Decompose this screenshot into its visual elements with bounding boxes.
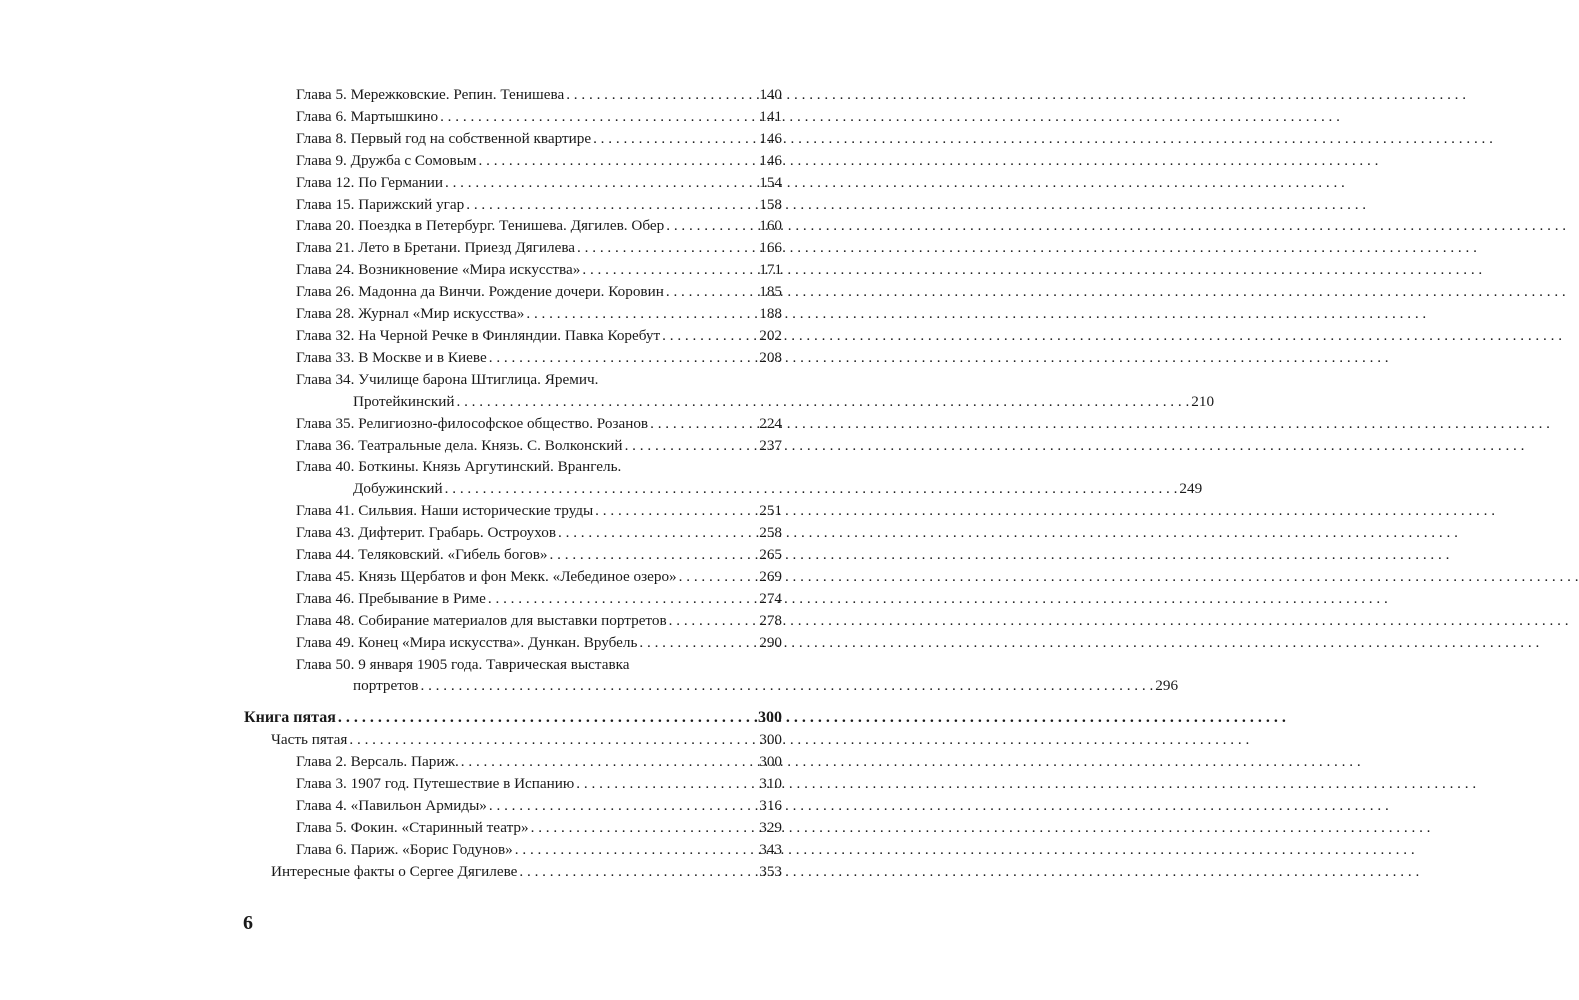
toc-entry-title: Глава 9. Дружба с Сомовым	[296, 151, 477, 169]
toc-entry-page: 158	[759, 195, 782, 213]
toc-entry-page: 278	[759, 611, 782, 629]
toc-entry-page: 316	[759, 797, 782, 814]
toc-entry-page: 290	[759, 633, 782, 651]
toc-entry-title: Глава 46. Пребывание в Риме	[296, 589, 486, 607]
dot-leader	[489, 347, 757, 369]
dot-leader	[666, 215, 757, 237]
dot-leader	[515, 839, 757, 861]
dot-leader	[461, 751, 757, 773]
toc-entry-title: Глава 5. Фокин. «Старинный театр»	[296, 818, 529, 836]
toc-entry-page: 251	[759, 502, 782, 520]
dot-leader	[650, 413, 757, 435]
toc-entry	[244, 237, 782, 259]
toc-entry-page: 249	[1179, 480, 1203, 498]
toc-entry-title: Глава 45. Князь Щербатов и фон Мекк. «Лебединое озеро»	[296, 567, 677, 585]
dot-leader	[338, 707, 756, 729]
dot-leader	[662, 325, 757, 347]
toc-entry	[244, 106, 782, 128]
toc-entry-page: 329	[759, 818, 782, 836]
toc-entry-page: 160	[759, 217, 782, 235]
toc-entry-title: Глава 44. Теляковский. «Гибель богов»	[296, 546, 548, 564]
toc-entry	[244, 215, 782, 237]
toc-entry	[244, 303, 782, 325]
toc-entry-title: Глава 3. 1907 год. Путешествие в Испанию	[296, 775, 575, 793]
toc-entry-title: Глава 5. Мережковские. Репин. Тенишева	[296, 86, 565, 103]
toc-entry	[244, 610, 782, 632]
dot-leader	[519, 861, 757, 883]
toc-entry-page: 296	[1155, 677, 1179, 695]
dot-leader	[577, 237, 757, 259]
dot-leader	[445, 172, 757, 194]
toc-entry-page: 274	[759, 589, 782, 607]
toc-entry	[244, 84, 782, 106]
toc-entry	[244, 522, 782, 544]
toc-entry-title-line1: Глава 40. Боткины. Князь Аргутинский. Врангель.	[296, 458, 622, 476]
dot-leader	[440, 106, 757, 128]
toc-entry-title: Глава 6. Париж. «Борис Годунов»	[296, 840, 513, 858]
dot-leader	[669, 610, 758, 632]
dot-leader	[625, 435, 758, 457]
dot-leader	[595, 500, 757, 522]
toc-entry-page: 146	[759, 129, 782, 147]
toc-entry-facts	[244, 861, 782, 883]
toc-entry-title: Интересные факты о Сергее Дягилеве	[271, 862, 518, 880]
toc-entry-chapter-50	[244, 654, 1179, 698]
toc-entry-title-line1: Глава 50. 9 января 1905 года. Таврическая выставка	[296, 655, 630, 673]
toc-entry-part	[244, 729, 782, 751]
toc-entry	[244, 128, 782, 150]
dot-leader	[593, 128, 757, 150]
toc-entry-page: 224	[759, 414, 782, 432]
toc-entry	[244, 259, 782, 281]
toc-entry-page: 300	[759, 731, 782, 749]
toc-entry	[244, 500, 782, 522]
dot-leader	[531, 817, 758, 839]
dot-leader	[566, 84, 757, 106]
toc-entry	[244, 544, 782, 566]
toc-entry-title: Глава 49. Конец «Мира искусства». Дункан. Врубель	[296, 633, 638, 651]
dot-leader	[639, 632, 757, 654]
toc-entry	[244, 150, 782, 172]
toc-entry-title: Глава 4. «Павильон Армиды»	[296, 797, 487, 814]
dot-leader	[420, 675, 1153, 697]
toc-entry-page: 185	[759, 283, 782, 301]
toc-section-chapters-middle	[244, 413, 782, 457]
toc-entry-title: Глава 2. Версаль. Париж.	[296, 753, 459, 771]
toc-entry-page: 166	[759, 239, 782, 257]
dot-leader	[558, 522, 757, 544]
dot-leader	[466, 194, 757, 216]
toc-section-chapters-after	[244, 500, 782, 653]
dot-leader	[576, 773, 757, 795]
toc-entry	[244, 566, 782, 588]
toc-entry	[244, 281, 782, 303]
toc-entry-page: 171	[759, 261, 782, 279]
toc-entry-page: 269	[759, 567, 782, 585]
page-number: 6	[243, 912, 253, 934]
dot-leader	[445, 478, 1178, 500]
toc-entry-title: Глава 26. Мадонна да Винчи. Рождение дочери. Коровин	[296, 283, 664, 301]
toc-entry-title-line2: портретов	[353, 677, 419, 695]
toc-entry-title-line2: Протейкинский	[353, 392, 455, 410]
toc-entry-title: Глава 20. Поездка в Петербург. Тенишева. Дягилев. Обер	[296, 217, 665, 235]
toc-entry-page: 140	[759, 86, 782, 103]
toc-entry-page: 208	[759, 348, 782, 366]
toc-entry-title: Глава 41. Сильвия. Наши исторические труды	[296, 502, 594, 520]
toc-entry-page: 146	[759, 151, 782, 169]
toc-entry-title-line1: Глава 34. Училище барона Штиглица. Яремич.	[296, 370, 599, 388]
toc-entry-title: Глава 33. В Москве и в Киеве	[296, 348, 487, 366]
toc-entry	[244, 194, 782, 216]
toc-entry-chapter-40	[244, 456, 1203, 500]
toc-entry-title: Глава 21. Лето в Бретани. Приезд Дягилева	[296, 239, 576, 257]
toc-section-chapters	[244, 84, 782, 369]
toc-entry-page: 237	[759, 436, 782, 454]
toc-entry-title: Глава 35. Религиозно-философское общество. Розанов	[296, 414, 649, 432]
toc-entry-page: 300	[759, 753, 782, 771]
toc-entry	[244, 795, 782, 817]
table-of-contents	[244, 84, 1215, 883]
toc-entry	[244, 632, 782, 654]
toc-entry	[244, 435, 782, 457]
toc-entry-title: Глава 6. Мартышкино	[296, 107, 439, 125]
toc-entry	[244, 413, 782, 435]
toc-entry-page: 154	[759, 173, 782, 191]
dot-leader	[488, 588, 757, 610]
toc-entry-page: 258	[759, 524, 782, 542]
dot-leader	[349, 729, 757, 751]
dot-leader	[679, 566, 758, 588]
toc-entry-title-line2: Добужинский	[353, 480, 443, 498]
dot-leader	[666, 281, 757, 303]
toc-entry	[244, 347, 782, 369]
toc-entry-title: Глава 36. Театральные дела. Князь. С. Волконский	[296, 436, 623, 454]
toc-entry-title: Глава 24. Возникновение «Мира искусства»	[296, 261, 581, 279]
dot-leader	[526, 303, 757, 325]
toc-entry	[244, 751, 782, 773]
toc-entry-chapter-34	[244, 369, 1215, 413]
toc-entry-title: Часть пятая	[271, 731, 348, 749]
dot-leader	[456, 391, 1189, 413]
dot-leader	[479, 150, 758, 172]
dot-leader	[582, 259, 757, 281]
toc-entry-title: Глава 32. На Черной Речке в Финляндии. Павка Коребут	[296, 326, 661, 344]
toc-entry-title: Глава 43. Дифтерит. Грабарь. Остроухов	[296, 524, 557, 542]
toc-entry	[244, 773, 782, 795]
toc-entry-page: 265	[759, 546, 782, 564]
toc-entry-title: Глава 12. По Германии	[296, 173, 443, 191]
toc-entry-title: Глава 15. Парижский угар	[296, 195, 465, 213]
toc-entry-page: 210	[1191, 392, 1215, 410]
toc-entry-page: 300	[758, 709, 782, 727]
toc-entry	[244, 839, 782, 861]
toc-entry-book	[244, 707, 782, 729]
toc-entry-page: 310	[759, 775, 782, 793]
toc-entry-title: Глава 8. Первый год на собственной квартире	[296, 129, 592, 147]
toc-entry	[244, 325, 782, 347]
dot-leader	[550, 544, 758, 566]
toc-entry-page: 141	[759, 107, 782, 125]
toc-entry	[244, 588, 782, 610]
toc-entry-title: Глава 48. Собирание материалов для выставки портретов	[296, 611, 667, 629]
toc-entry-page: 188	[759, 305, 782, 323]
toc-entry-page: 353	[759, 862, 782, 880]
toc-entry-page: 202	[759, 326, 782, 344]
toc-entry	[244, 172, 782, 194]
toc-entry-title: Глава 28. Журнал «Мир искусства»	[296, 305, 525, 323]
toc-entry-title: Книга пятая	[244, 709, 336, 727]
toc-section-part-chapters	[244, 751, 782, 861]
toc-entry-page: 343	[759, 840, 782, 858]
toc-entry	[244, 817, 782, 839]
dot-leader	[489, 795, 757, 817]
